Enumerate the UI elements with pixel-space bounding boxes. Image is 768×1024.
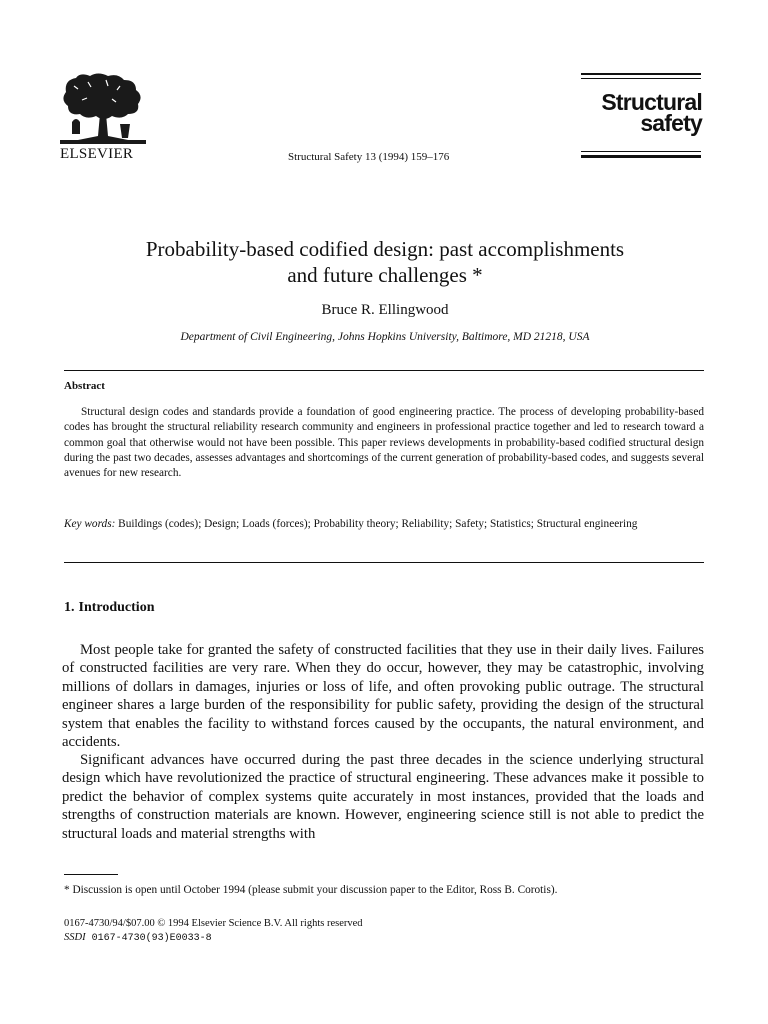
ssdi-code: 0167-4730(93)E0033-8 [85,933,212,944]
abstract-heading: Abstract [64,380,105,392]
publisher-name: ELSEVIER [60,146,134,162]
header-rule-bottom [581,155,701,158]
section-title: Introduction [78,600,155,615]
copyright-block [64,917,363,946]
footnote: * Discussion is open until October 1994 (please submit your discussion paper to the Editor, Ross B. Corotis). [64,884,558,896]
journal-citation: Structural Safety 13 (1994) 159–176 [288,151,450,163]
keywords-text: Buildings (codes); Design; Loads (forces); Probability theory; Reliability; Safety; Statistics; Structural engineering [115,518,638,530]
ssdi-label: SSDI [64,932,86,943]
paper-title-line1: Probability-based codified design: past accomplishments [145,237,625,261]
abstract-rule-top [64,370,704,371]
journal-logo-line1: Structural [601,89,702,115]
journal-logo [580,70,702,160]
section-heading [64,600,158,616]
copyright-line: 0167-4730/94/$07.00 © 1994 Elsevier Science B.V. All rights reserved [64,918,363,929]
abstract-rule-bottom [64,562,704,563]
header-rule-bottom-thin [581,151,701,152]
keywords-label: Key words: [64,518,116,530]
elsevier-tree-logo [58,72,148,146]
keywords [64,517,704,532]
footnote-rule [64,874,118,875]
paper-affiliation: Department of Civil Engineering, Johns Hopkins University, Baltimore, MD 21218, USA [180,331,590,343]
abstract-body: Structural design codes and standards provide a foundation of good engineering practice. The process of developing probability-based codes has brought the structural reliability research community and engineers in professional practice together and led to research toward a common goal that otherwise would not have been possible. This paper reviews developments in probability-based codified structural design during the past two decades, assesses advantages and shortcomings of the current generation of probability-based codes, and suggests several avenues for new research. [64,406,704,480]
intro-paragraph-1: Most people take for granted the safety of constructed facilities that they use in their daily lives. Failures of constructed facilities are very rare. When they do occur, however, they may be catastrophic, involving millions of dollars in damages, injuries or loss of life, and often provoking public outrage. The structural engineer shares a large burden of the responsibility for public safety, providing the design of the structural system that enables the facility to withstand forces caused by the occupants, the natural environment, and accidents. [62,642,704,751]
paper-title [60,236,710,288]
section-number: 1. [64,600,75,615]
intro-paragraph-2: Significant advances have occurred during the past three decades in the science underlying structural design which have revolutionized the practice of structural engineering. These advances make it possible to predict the behavior of complex systems quite accurately in most instances, provided that the loads and strengths of construction materials are known. However, engineering science still is not able to predict the structural loads and material strengths with [62,752,704,842]
journal-logo-line2: safety [640,110,702,136]
paper-title-line2: and future challenges * [287,263,483,287]
paper-author: Bruce R. Ellingwood [321,302,449,318]
ssdi-line [64,931,363,946]
